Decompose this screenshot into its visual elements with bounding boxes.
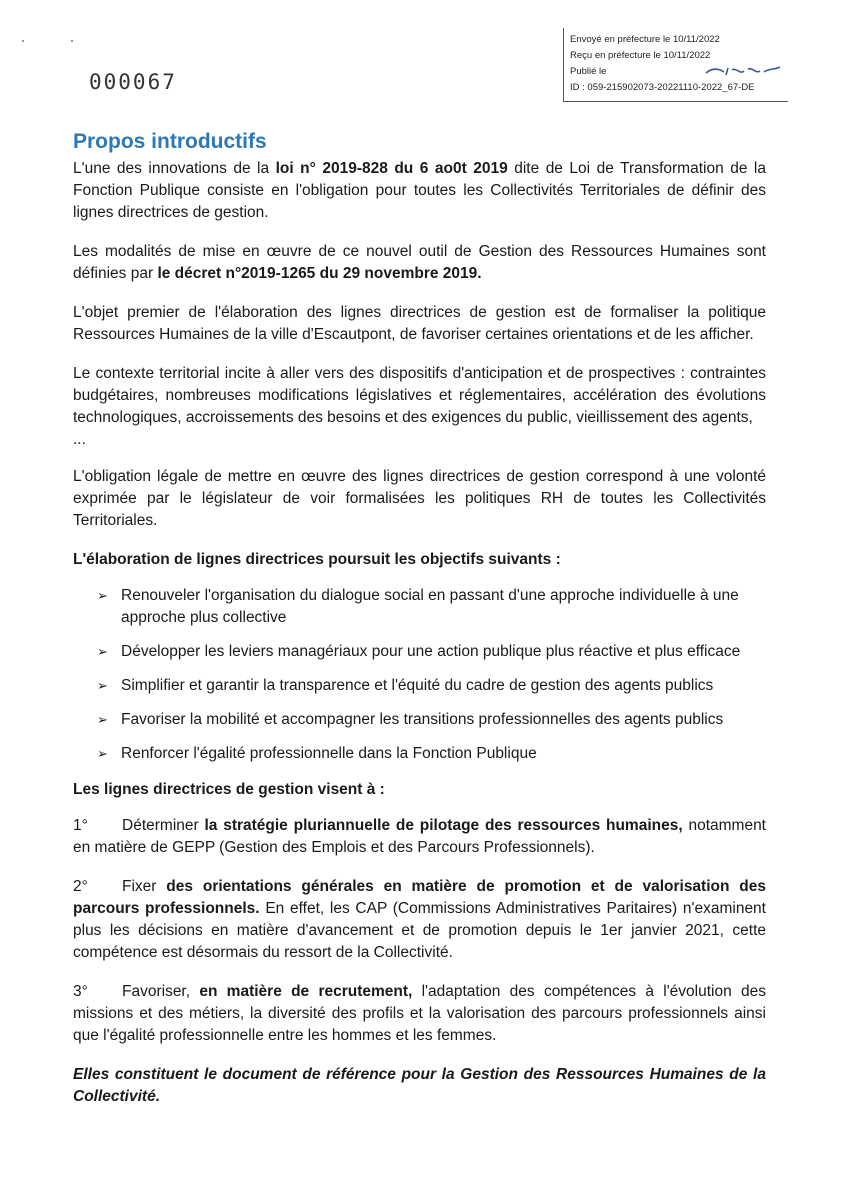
document-number: 000067 [89,70,177,94]
list-item: ➢ Développer les leviers managériaux pour une action publique plus réactive et plus efficace [73,641,766,663]
objectives-list [73,585,766,765]
arrow-bullet-icon: ➢ [97,678,108,693]
objectives-heading: L'élaboration de lignes directrices poursuit les objectifs suivants : [73,551,561,568]
arrow-bullet-icon: ➢ [97,588,108,603]
prefecture-stamp [563,28,788,102]
stamp-sent: Envoyé en préfecture le 10/11/2022 [570,34,720,45]
arrow-bullet-icon: ➢ [97,712,108,727]
list-item: ➢ Simplifier et garantir la transparence et l'équité du cadre de gestion des agents publics [73,675,766,697]
scan-speck [71,40,73,42]
stamp-published: Publié le [570,66,607,77]
list-item: ➢ Favoriser la mobilité et accompagner les transitions professionnelles des agents publics [73,709,766,731]
main-content [73,158,766,1125]
list-item: ➢ Renouveler l'organisation du dialogue social en passant d'une approche individuelle à une approche plus collective [97,587,739,626]
stamp-id: ID : 059-215902073-20221110-2022_67-DE [570,82,755,93]
aim-item-3: 3° Favoriser, en matière de recrutement, l'adaptation des compétences à l'évolution des missions et des métiers, la diversité des profils et la valorisation des parcours professionnels ainsi que l'égalité professionnelle entre les hommes et les femmes. [73,983,766,1044]
page-title: Propos introductifs [73,130,267,153]
closing-statement: Elles constituent le document de référence pour la Gestion des Ressources Humaines de la Collectivité. [73,1066,766,1105]
paragraph-3: L'objet premier de l'élaboration des lignes directrices de gestion est de formaliser la politique Ressources Humaines de la ville d'Escautpont, de favoriser certaines orientations et de les afficher. [73,304,766,343]
paragraph-2: Les modalités de mise en œuvre de ce nouvel outil de Gestion des Ressources Humaines sont définies par le décret n°2019-1265 du 29 novembre 2019. [73,243,766,282]
aim-item-1: 1° Déterminer la stratégie pluriannuelle de pilotage des ressources humaines, notamment en matière de GEPP (Gestion des Emplois et des Parcours Professionnels). [73,817,766,856]
signature-logo [704,64,782,78]
paragraph-4: Le contexte territorial incite à aller vers des dispositifs d'anticipation et de prospectives : contraintes budgétaires, nombreuses modifications législatives et réglementaires, accélération des évolutions technologiques, accroissements des besoins et des exigences du public, vieillissement des agents, ... [73,365,766,448]
list-item: ➢ Renforcer l'égalité professionnelle dans la Fonction Publique [73,743,766,765]
arrow-bullet-icon: ➢ [97,746,108,761]
aim-item-2: 2° Fixer des orientations générales en matière de promotion et de valorisation des parcours professionnels. En effet, les CAP (Commissions Administratives Paritaires) n'examinent plus les décisions en matière d'avancement et de promotion depuis le 1er janvier 2021, cette compétence est désormais du ressort de la Collectivité. [73,878,767,961]
stamp-received: Reçu en préfecture le 10/11/2022 [570,50,711,61]
arrow-bullet-icon: ➢ [97,644,108,659]
scan-speck [22,40,24,42]
aims-heading: Les lignes directrices de gestion visent à : [73,781,385,798]
paragraph-5: L'obligation légale de mettre en œuvre des lignes directrices de gestion correspond à une volonté exprimée par le législateur de voir formalisées les politiques RH de toutes les Collectivités Territoriales. [73,468,766,529]
paragraph-1: L'une des innovations de la loi n° 2019-828 du 6 ao0t 2019 dite de Loi de Transformation de la Fonction Publique consiste en l'obligation pour toutes les Collectivités Territoriales de définir des lignes directrices de gestion. [73,160,766,221]
